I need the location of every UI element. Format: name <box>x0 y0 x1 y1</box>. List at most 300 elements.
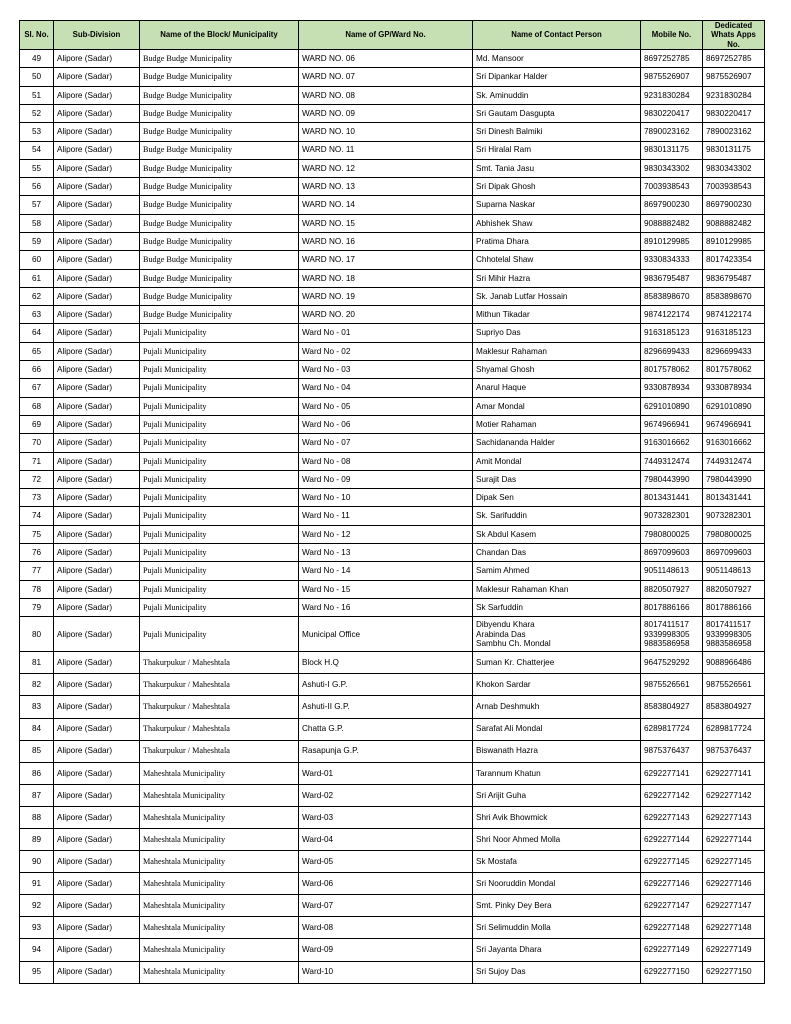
cell-sub-division: Alipore (Sadar) <box>54 917 140 939</box>
cell-sl-no: 85 <box>20 740 54 762</box>
cell-mobile: 6292277149 <box>641 939 703 961</box>
cell-whatsapp: 6292277144 <box>703 828 765 850</box>
cell-block-municipality: Pujali Municipality <box>140 452 299 470</box>
cell-contact-person: Sri Jayanta Dhara <box>473 939 641 961</box>
cell-sl-no: 58 <box>20 214 54 232</box>
cell-gp-ward: WARD NO. 09 <box>299 104 473 122</box>
cell-contact-person: Sri Arijit Guha <box>473 784 641 806</box>
cell-block-municipality: Pujali Municipality <box>140 324 299 342</box>
table-row <box>20 123 765 141</box>
table-row <box>20 214 765 232</box>
cell-block-municipality: Maheshtala Municipality <box>140 873 299 895</box>
cell-sl-no: 77 <box>20 562 54 580</box>
cell-sub-division: Alipore (Sadar) <box>54 104 140 122</box>
cell-block-municipality: Budge Budge Municipality <box>140 68 299 86</box>
cell-whatsapp: 6292277148 <box>703 917 765 939</box>
cell-gp-ward: WARD NO. 16 <box>299 233 473 251</box>
cell-gp-ward: WARD NO. 14 <box>299 196 473 214</box>
cell-sl-no: 78 <box>20 580 54 598</box>
cell-sub-division: Alipore (Sadar) <box>54 562 140 580</box>
cell-sub-division: Alipore (Sadar) <box>54 470 140 488</box>
header-mobile: Mobile No. <box>641 21 703 50</box>
cell-sl-no: 68 <box>20 397 54 415</box>
table-row <box>20 562 765 580</box>
cell-contact-person: Supriyo Das <box>473 324 641 342</box>
cell-contact-person: Chandan Das <box>473 544 641 562</box>
cell-block-municipality: Pujali Municipality <box>140 489 299 507</box>
table-row <box>20 895 765 917</box>
cell-whatsapp: 8017578062 <box>703 361 765 379</box>
table-row <box>20 652 765 674</box>
table-row <box>20 306 765 324</box>
cell-mobile: 7980800025 <box>641 525 703 543</box>
cell-whatsapp: 7980443990 <box>703 470 765 488</box>
table-row <box>20 674 765 696</box>
cell-sl-no: 49 <box>20 50 54 68</box>
cell-whatsapp: 9088882482 <box>703 214 765 232</box>
cell-gp-ward: Ward-08 <box>299 917 473 939</box>
table-row <box>20 939 765 961</box>
cell-block-municipality: Pujali Municipality <box>140 598 299 616</box>
cell-gp-ward: Ward No - 15 <box>299 580 473 598</box>
cell-sub-division: Alipore (Sadar) <box>54 50 140 68</box>
cell-contact-person: Sri Hiralal Ram <box>473 141 641 159</box>
cell-sub-division: Alipore (Sadar) <box>54 652 140 674</box>
cell-sl-no: 53 <box>20 123 54 141</box>
cell-gp-ward: Ward No - 01 <box>299 324 473 342</box>
cell-contact-person: Arnab Deshmukh <box>473 696 641 718</box>
cell-gp-ward: Ward No - 13 <box>299 544 473 562</box>
table-row <box>20 961 765 983</box>
cell-contact-person: Suman Kr. Chatterjee <box>473 652 641 674</box>
cell-mobile: 7980443990 <box>641 470 703 488</box>
table-row <box>20 86 765 104</box>
cell-gp-ward: WARD NO. 10 <box>299 123 473 141</box>
cell-gp-ward: Ward No - 03 <box>299 361 473 379</box>
cell-contact-person: Shri Noor Ahmed Molla <box>473 828 641 850</box>
table-row <box>20 141 765 159</box>
cell-sub-division: Alipore (Sadar) <box>54 740 140 762</box>
cell-whatsapp: 8017423354 <box>703 251 765 269</box>
cell-contact-person: Sri Dipak Ghosh <box>473 178 641 196</box>
cell-mobile: 9875376437 <box>641 740 703 762</box>
cell-mobile: 8017886166 <box>641 598 703 616</box>
cell-sub-division: Alipore (Sadar) <box>54 762 140 784</box>
cell-block-municipality: Budge Budge Municipality <box>140 104 299 122</box>
cell-contact-person: Amar Mondal <box>473 397 641 415</box>
cell-block-municipality: Budge Budge Municipality <box>140 233 299 251</box>
cell-sub-division: Alipore (Sadar) <box>54 939 140 961</box>
cell-whatsapp: 8697900230 <box>703 196 765 214</box>
cell-contact-person: Sk. Aminuddin <box>473 86 641 104</box>
cell-sl-no: 91 <box>20 873 54 895</box>
cell-mobile: 6292277142 <box>641 784 703 806</box>
cell-block-municipality: Maheshtala Municipality <box>140 784 299 806</box>
cell-whatsapp: 6292277143 <box>703 806 765 828</box>
cell-sub-division: Alipore (Sadar) <box>54 269 140 287</box>
cell-whatsapp: 9073282301 <box>703 507 765 525</box>
cell-whatsapp: 8820507927 <box>703 580 765 598</box>
cell-sub-division: Alipore (Sadar) <box>54 342 140 360</box>
cell-sl-no: 88 <box>20 806 54 828</box>
cell-contact-person: Dibyendu Khara Arabinda Das Sambhu Ch. Mondal <box>473 617 641 652</box>
cell-block-municipality: Thakurpukur / Maheshtala <box>140 696 299 718</box>
cell-mobile: 9875526907 <box>641 68 703 86</box>
table-body <box>20 50 765 984</box>
cell-gp-ward: WARD NO. 07 <box>299 68 473 86</box>
table-row <box>20 784 765 806</box>
cell-sub-division: Alipore (Sadar) <box>54 696 140 718</box>
cell-block-municipality: Pujali Municipality <box>140 379 299 397</box>
cell-sl-no: 60 <box>20 251 54 269</box>
cell-sub-division: Alipore (Sadar) <box>54 452 140 470</box>
cell-sub-division: Alipore (Sadar) <box>54 251 140 269</box>
cell-sub-division: Alipore (Sadar) <box>54 324 140 342</box>
cell-contact-person: Sk Sarfuddin <box>473 598 641 616</box>
cell-contact-person: Chhotelal Shaw <box>473 251 641 269</box>
cell-sl-no: 82 <box>20 674 54 696</box>
cell-mobile: 9231830284 <box>641 86 703 104</box>
cell-gp-ward: WARD NO. 13 <box>299 178 473 196</box>
cell-block-municipality: Pujali Municipality <box>140 562 299 580</box>
cell-sl-no: 59 <box>20 233 54 251</box>
cell-sl-no: 79 <box>20 598 54 616</box>
cell-sl-no: 71 <box>20 452 54 470</box>
cell-mobile: 9330878934 <box>641 379 703 397</box>
table-row <box>20 544 765 562</box>
cell-whatsapp: 8017411517 9339998305 9883586958 <box>703 617 765 652</box>
cell-block-municipality: Pujali Municipality <box>140 397 299 415</box>
cell-sl-no: 51 <box>20 86 54 104</box>
cell-contact-person: Sri Selimuddin Molla <box>473 917 641 939</box>
cell-sl-no: 75 <box>20 525 54 543</box>
cell-sl-no: 56 <box>20 178 54 196</box>
cell-sub-division: Alipore (Sadar) <box>54 873 140 895</box>
cell-mobile: 6289817724 <box>641 718 703 740</box>
cell-sl-no: 84 <box>20 718 54 740</box>
table-row <box>20 507 765 525</box>
cell-contact-person: Sri Dipankar Halder <box>473 68 641 86</box>
cell-sl-no: 55 <box>20 159 54 177</box>
cell-whatsapp: 6292277141 <box>703 762 765 784</box>
cell-sl-no: 64 <box>20 324 54 342</box>
table-row <box>20 50 765 68</box>
cell-gp-ward: Ward No - 08 <box>299 452 473 470</box>
table-row <box>20 251 765 269</box>
cell-mobile: 9674966941 <box>641 415 703 433</box>
cell-block-municipality: Budge Budge Municipality <box>140 287 299 305</box>
cell-gp-ward: Ashuti-II G.P. <box>299 696 473 718</box>
cell-mobile: 8583804927 <box>641 696 703 718</box>
cell-sub-division: Alipore (Sadar) <box>54 178 140 196</box>
cell-whatsapp: 9875526561 <box>703 674 765 696</box>
cell-sl-no: 89 <box>20 828 54 850</box>
cell-gp-ward: Ward-09 <box>299 939 473 961</box>
cell-sub-division: Alipore (Sadar) <box>54 196 140 214</box>
cell-gp-ward: Block H.Q <box>299 652 473 674</box>
cell-sub-division: Alipore (Sadar) <box>54 851 140 873</box>
cell-mobile: 7449312474 <box>641 452 703 470</box>
cell-whatsapp: 9836795487 <box>703 269 765 287</box>
contact-table <box>19 20 765 984</box>
table-row <box>20 287 765 305</box>
cell-sl-no: 86 <box>20 762 54 784</box>
table-row <box>20 415 765 433</box>
cell-sl-no: 61 <box>20 269 54 287</box>
cell-block-municipality: Budge Budge Municipality <box>140 141 299 159</box>
cell-sub-division: Alipore (Sadar) <box>54 784 140 806</box>
cell-whatsapp: 6289817724 <box>703 718 765 740</box>
cell-sub-division: Alipore (Sadar) <box>54 287 140 305</box>
cell-gp-ward: Ward No - 10 <box>299 489 473 507</box>
cell-sl-no: 92 <box>20 895 54 917</box>
cell-sub-division: Alipore (Sadar) <box>54 306 140 324</box>
cell-mobile: 6292277144 <box>641 828 703 850</box>
cell-contact-person: Smt. Pinky Dey Bera <box>473 895 641 917</box>
cell-sl-no: 87 <box>20 784 54 806</box>
table-row <box>20 851 765 873</box>
cell-gp-ward: Ward No - 02 <box>299 342 473 360</box>
cell-whatsapp: 6291010890 <box>703 397 765 415</box>
cell-block-municipality: Maheshtala Municipality <box>140 939 299 961</box>
cell-block-municipality: Maheshtala Municipality <box>140 917 299 939</box>
cell-mobile: 8820507927 <box>641 580 703 598</box>
cell-block-municipality: Budge Budge Municipality <box>140 50 299 68</box>
cell-mobile: 8017411517 9339998305 9883586958 <box>641 617 703 652</box>
table-row <box>20 696 765 718</box>
table-row <box>20 269 765 287</box>
cell-mobile: 9836795487 <box>641 269 703 287</box>
cell-sl-no: 62 <box>20 287 54 305</box>
cell-block-municipality: Maheshtala Municipality <box>140 851 299 873</box>
cell-whatsapp: 9830220417 <box>703 104 765 122</box>
table-row <box>20 806 765 828</box>
cell-block-municipality: Budge Budge Municipality <box>140 269 299 287</box>
cell-sub-division: Alipore (Sadar) <box>54 598 140 616</box>
cell-block-municipality: Budge Budge Municipality <box>140 306 299 324</box>
table-row <box>20 740 765 762</box>
cell-contact-person: Sk Mostafa <box>473 851 641 873</box>
cell-mobile: 9163185123 <box>641 324 703 342</box>
table-row <box>20 762 765 784</box>
cell-mobile: 9874122174 <box>641 306 703 324</box>
cell-block-municipality: Pujali Municipality <box>140 415 299 433</box>
cell-mobile: 8013431441 <box>641 489 703 507</box>
cell-contact-person: Mithun Tikadar <box>473 306 641 324</box>
cell-gp-ward: Ward-07 <box>299 895 473 917</box>
cell-contact-person: Sri Nooruddin Mondal <box>473 873 641 895</box>
cell-gp-ward: Ward-05 <box>299 851 473 873</box>
cell-sl-no: 66 <box>20 361 54 379</box>
cell-block-municipality: Thakurpukur / Maheshtala <box>140 652 299 674</box>
cell-mobile: 6292277141 <box>641 762 703 784</box>
table-row <box>20 196 765 214</box>
cell-sl-no: 94 <box>20 939 54 961</box>
header-contact-person: Name of Contact Person <box>473 21 641 50</box>
cell-whatsapp: 9231830284 <box>703 86 765 104</box>
table-row <box>20 397 765 415</box>
table-header <box>20 21 765 50</box>
cell-contact-person: Shri Avik Bhowmick <box>473 806 641 828</box>
table-row <box>20 525 765 543</box>
cell-mobile: 6292277146 <box>641 873 703 895</box>
cell-gp-ward: WARD NO. 08 <box>299 86 473 104</box>
table-row <box>20 379 765 397</box>
cell-gp-ward: Ward-10 <box>299 961 473 983</box>
cell-block-municipality: Budge Budge Municipality <box>140 196 299 214</box>
cell-contact-person: Sri Mihir Hazra <box>473 269 641 287</box>
table-row <box>20 159 765 177</box>
cell-whatsapp: 7449312474 <box>703 452 765 470</box>
cell-whatsapp: 9051148613 <box>703 562 765 580</box>
cell-whatsapp: 8583898670 <box>703 287 765 305</box>
cell-block-municipality: Pujali Municipality <box>140 470 299 488</box>
cell-gp-ward: Ward-06 <box>299 873 473 895</box>
cell-gp-ward: Ward No - 04 <box>299 379 473 397</box>
cell-mobile: 8697252785 <box>641 50 703 68</box>
cell-sub-division: Alipore (Sadar) <box>54 617 140 652</box>
cell-sl-no: 67 <box>20 379 54 397</box>
cell-mobile: 7003938543 <box>641 178 703 196</box>
cell-gp-ward: Ward No - 06 <box>299 415 473 433</box>
cell-gp-ward: Chatta G.P. <box>299 718 473 740</box>
cell-mobile: 9163016662 <box>641 434 703 452</box>
cell-whatsapp: 8697252785 <box>703 50 765 68</box>
cell-sub-division: Alipore (Sadar) <box>54 544 140 562</box>
cell-contact-person: Suparna Naskar <box>473 196 641 214</box>
cell-contact-person: Anarul Haque <box>473 379 641 397</box>
cell-gp-ward: Ashuti-I G.P. <box>299 674 473 696</box>
cell-sl-no: 63 <box>20 306 54 324</box>
cell-sub-division: Alipore (Sadar) <box>54 525 140 543</box>
cell-sl-no: 50 <box>20 68 54 86</box>
cell-mobile: 9051148613 <box>641 562 703 580</box>
cell-whatsapp: 7003938543 <box>703 178 765 196</box>
cell-sub-division: Alipore (Sadar) <box>54 580 140 598</box>
cell-contact-person: Sarafat Ali Mondal <box>473 718 641 740</box>
cell-sl-no: 90 <box>20 851 54 873</box>
cell-sl-no: 80 <box>20 617 54 652</box>
cell-block-municipality: Thakurpukur / Maheshtala <box>140 718 299 740</box>
header-block-municipality: Name of the Block/ Municipality <box>140 21 299 50</box>
cell-block-municipality: Thakurpukur / Maheshtala <box>140 674 299 696</box>
cell-whatsapp: 9830343302 <box>703 159 765 177</box>
cell-contact-person: Sk. Sarifuddin <box>473 507 641 525</box>
table-row <box>20 434 765 452</box>
cell-contact-person: Samim Ahmed <box>473 562 641 580</box>
cell-gp-ward: Ward No - 16 <box>299 598 473 616</box>
cell-block-municipality: Pujali Municipality <box>140 507 299 525</box>
cell-gp-ward: Ward No - 11 <box>299 507 473 525</box>
cell-mobile: 8583898670 <box>641 287 703 305</box>
cell-gp-ward: WARD NO. 18 <box>299 269 473 287</box>
cell-sub-division: Alipore (Sadar) <box>54 379 140 397</box>
cell-contact-person: Tarannum Khatun <box>473 762 641 784</box>
cell-sub-division: Alipore (Sadar) <box>54 361 140 379</box>
cell-gp-ward: Ward-03 <box>299 806 473 828</box>
cell-sub-division: Alipore (Sadar) <box>54 141 140 159</box>
cell-block-municipality: Pujali Municipality <box>140 580 299 598</box>
cell-sl-no: 54 <box>20 141 54 159</box>
cell-block-municipality: Maheshtala Municipality <box>140 895 299 917</box>
cell-mobile: 6292277143 <box>641 806 703 828</box>
cell-sl-no: 95 <box>20 961 54 983</box>
cell-whatsapp: 9874122174 <box>703 306 765 324</box>
table-row <box>20 718 765 740</box>
cell-sub-division: Alipore (Sadar) <box>54 828 140 850</box>
cell-gp-ward: Ward No - 05 <box>299 397 473 415</box>
cell-contact-person: Abhishek Shaw <box>473 214 641 232</box>
cell-gp-ward: Ward-02 <box>299 784 473 806</box>
table-row <box>20 489 765 507</box>
cell-contact-person: Dipak Sen <box>473 489 641 507</box>
cell-whatsapp: 6292277149 <box>703 939 765 961</box>
cell-sub-division: Alipore (Sadar) <box>54 159 140 177</box>
cell-gp-ward: Ward-04 <box>299 828 473 850</box>
cell-block-municipality: Budge Budge Municipality <box>140 86 299 104</box>
cell-block-municipality: Pujali Municipality <box>140 342 299 360</box>
cell-block-municipality: Budge Budge Municipality <box>140 159 299 177</box>
table-row <box>20 233 765 251</box>
cell-block-municipality: Maheshtala Municipality <box>140 806 299 828</box>
cell-whatsapp: 6292277147 <box>703 895 765 917</box>
cell-gp-ward: Municipal Office <box>299 617 473 652</box>
cell-contact-person: Biswanath Hazra <box>473 740 641 762</box>
cell-whatsapp: 6292277150 <box>703 961 765 983</box>
cell-sl-no: 81 <box>20 652 54 674</box>
cell-block-municipality: Maheshtala Municipality <box>140 762 299 784</box>
cell-block-municipality: Pujali Municipality <box>140 361 299 379</box>
header-row <box>20 21 765 50</box>
cell-mobile: 9073282301 <box>641 507 703 525</box>
cell-contact-person: Motier Rahaman <box>473 415 641 433</box>
cell-sl-no: 72 <box>20 470 54 488</box>
cell-whatsapp: 8697099603 <box>703 544 765 562</box>
cell-mobile: 8296699433 <box>641 342 703 360</box>
cell-sub-division: Alipore (Sadar) <box>54 123 140 141</box>
cell-contact-person: Pratima Dhara <box>473 233 641 251</box>
header-sl-no: Sl. No. <box>20 21 54 50</box>
cell-gp-ward: WARD NO. 17 <box>299 251 473 269</box>
cell-contact-person: Sk. Janab Lutfar Hossain <box>473 287 641 305</box>
table-row <box>20 617 765 652</box>
cell-whatsapp: 8013431441 <box>703 489 765 507</box>
cell-gp-ward: Ward No - 09 <box>299 470 473 488</box>
cell-block-municipality: Pujali Municipality <box>140 434 299 452</box>
cell-contact-person: Maklesur Rahaman <box>473 342 641 360</box>
cell-gp-ward: WARD NO. 19 <box>299 287 473 305</box>
cell-mobile: 6292277147 <box>641 895 703 917</box>
cell-sub-division: Alipore (Sadar) <box>54 895 140 917</box>
cell-sub-division: Alipore (Sadar) <box>54 397 140 415</box>
cell-whatsapp: 9330878934 <box>703 379 765 397</box>
cell-sl-no: 83 <box>20 696 54 718</box>
table-row <box>20 324 765 342</box>
cell-mobile: 8910129985 <box>641 233 703 251</box>
cell-mobile: 9830131175 <box>641 141 703 159</box>
cell-sub-division: Alipore (Sadar) <box>54 507 140 525</box>
cell-sub-division: Alipore (Sadar) <box>54 415 140 433</box>
table-row <box>20 917 765 939</box>
cell-contact-person: Amit Mondal <box>473 452 641 470</box>
table-row <box>20 361 765 379</box>
cell-sl-no: 76 <box>20 544 54 562</box>
cell-mobile: 9330834333 <box>641 251 703 269</box>
cell-sub-division: Alipore (Sadar) <box>54 233 140 251</box>
cell-whatsapp: 7980800025 <box>703 525 765 543</box>
cell-sl-no: 70 <box>20 434 54 452</box>
cell-sl-no: 93 <box>20 917 54 939</box>
